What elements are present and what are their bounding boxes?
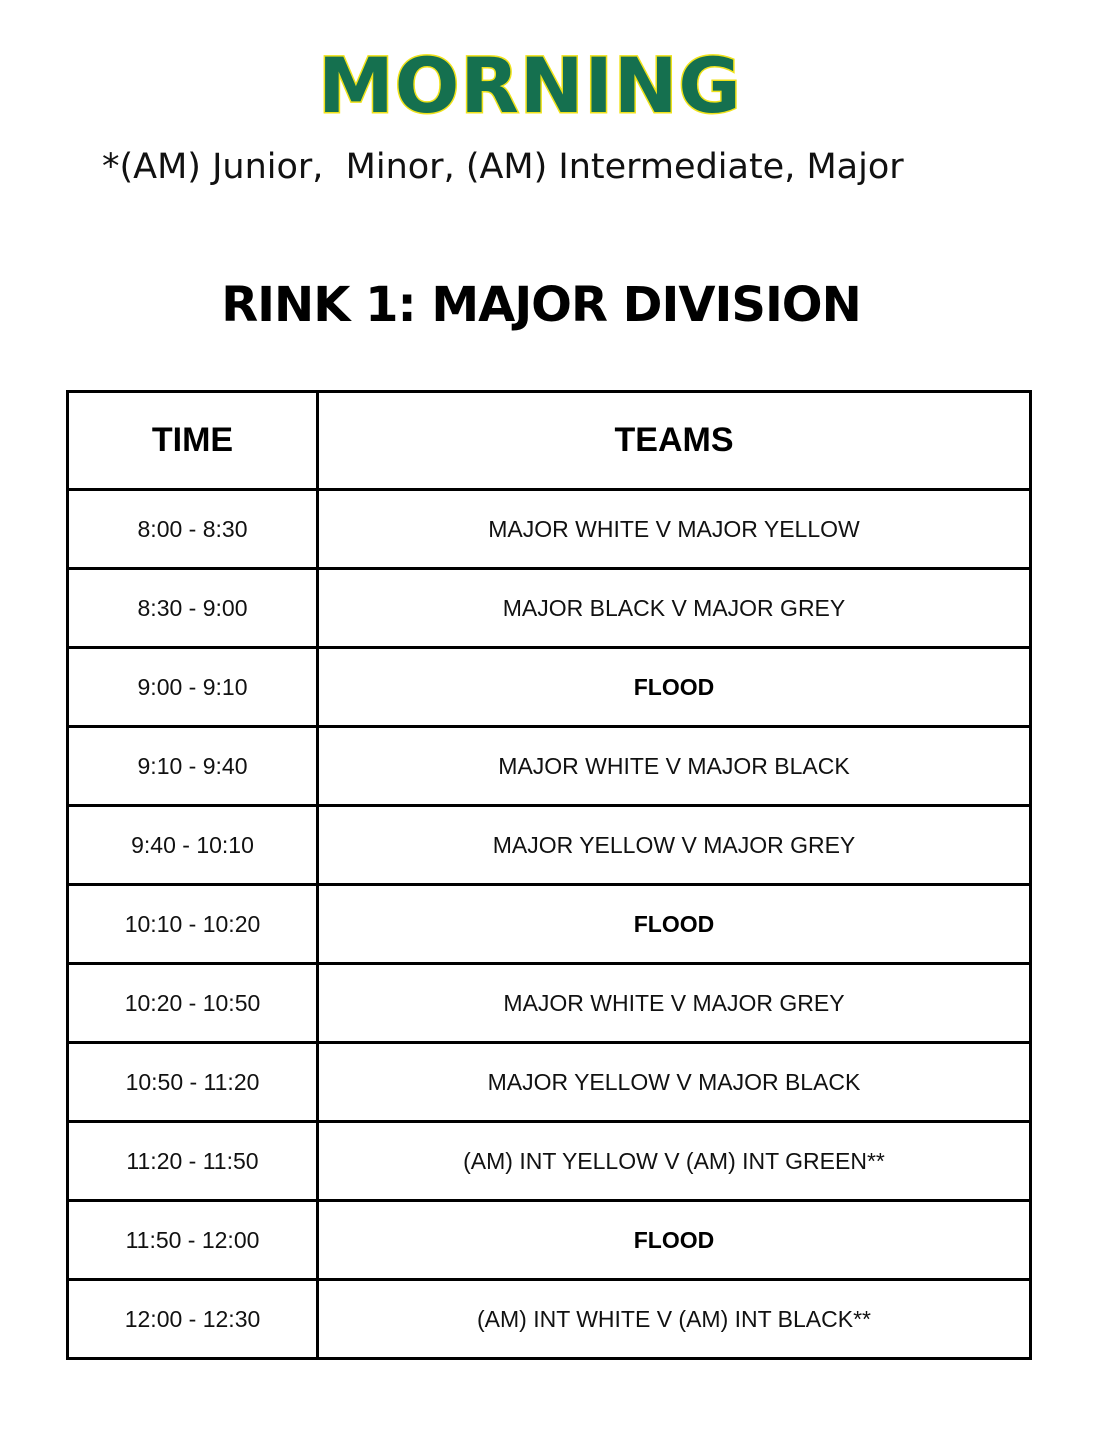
table-header-row <box>68 392 1031 490</box>
teams-cell: MAJOR WHITE V MAJOR GREY <box>318 964 1031 1043</box>
column-header-time: TIME <box>68 392 318 490</box>
time-cell: 10:50 - 11:20 <box>68 1043 318 1122</box>
table-row <box>68 885 1031 964</box>
table-row <box>68 806 1031 885</box>
divisions-subtitle: *(AM) Junior, Minor, (AM) Intermediate, Major <box>102 147 904 187</box>
rink-heading: RINK 1: MAJOR DIVISION <box>221 277 861 333</box>
teams-cell: MAJOR YELLOW V MAJOR GREY <box>318 806 1031 885</box>
teams-cell: (AM) INT WHITE V (AM) INT BLACK** <box>318 1280 1031 1359</box>
teams-cell: MAJOR WHITE V MAJOR YELLOW <box>318 490 1031 569</box>
time-cell: 12:00 - 12:30 <box>68 1280 318 1359</box>
time-cell: 8:00 - 8:30 <box>68 490 318 569</box>
table-row <box>68 648 1031 727</box>
flood-cell: FLOOD <box>318 648 1031 727</box>
table-row <box>68 1122 1031 1201</box>
table-row <box>68 964 1031 1043</box>
teams-cell: MAJOR WHITE V MAJOR BLACK <box>318 727 1031 806</box>
teams-cell: MAJOR YELLOW V MAJOR BLACK <box>318 1043 1031 1122</box>
flood-cell: FLOOD <box>318 885 1031 964</box>
schedule-table <box>66 390 1032 1360</box>
page-title: MORNING <box>318 41 742 130</box>
table-row <box>68 727 1031 806</box>
time-cell: 9:10 - 9:40 <box>68 727 318 806</box>
time-cell: 8:30 - 9:00 <box>68 569 318 648</box>
teams-cell: (AM) INT YELLOW V (AM) INT GREEN** <box>318 1122 1031 1201</box>
table-row <box>68 569 1031 648</box>
table-row <box>68 1043 1031 1122</box>
teams-cell: MAJOR BLACK V MAJOR GREY <box>318 569 1031 648</box>
time-cell: 10:20 - 10:50 <box>68 964 318 1043</box>
time-cell: 9:00 - 9:10 <box>68 648 318 727</box>
table-row <box>68 1280 1031 1359</box>
schedule-rows <box>68 490 1031 1359</box>
table-row <box>68 1201 1031 1280</box>
table-row <box>68 490 1031 569</box>
time-cell: 9:40 - 10:10 <box>68 806 318 885</box>
time-cell: 10:10 - 10:20 <box>68 885 318 964</box>
time-cell: 11:20 - 11:50 <box>68 1122 318 1201</box>
time-cell: 11:50 - 12:00 <box>68 1201 318 1280</box>
column-header-teams: TEAMS <box>318 392 1031 490</box>
flood-cell: FLOOD <box>318 1201 1031 1280</box>
